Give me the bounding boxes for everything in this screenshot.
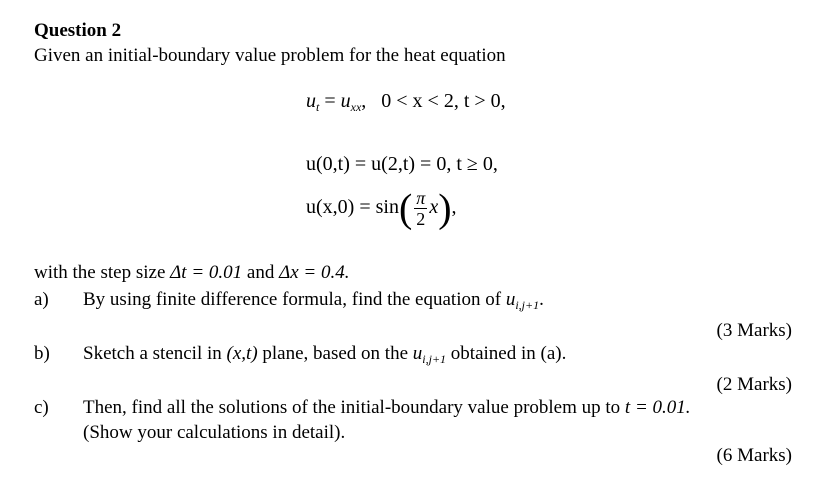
part-b-target-sub: i,j+1 [422, 352, 447, 366]
part-b-text [83, 343, 566, 367]
part-b-target: u [412, 343, 423, 364]
step-size-prefix: with the step size [34, 262, 166, 283]
part-a-marks: (3 Marks) [716, 320, 792, 341]
part-b-text-before: Sketch a stencil in [83, 343, 222, 364]
ic-variable: x [429, 196, 439, 219]
ic-end: , [451, 196, 457, 219]
ic-lhs: u(x,0) = sin [306, 196, 399, 219]
dt-value: Δt = 0.01 [170, 262, 243, 283]
part-a-suffix: . [539, 289, 544, 310]
part-b-text-after: obtained in (a). [450, 343, 567, 364]
part-a-question: By using finite difference formula, find the equation of [83, 289, 502, 310]
intro-text: Given an initial-boundary value problem for the heat equation [34, 45, 506, 66]
part-c-line1 [83, 397, 691, 419]
dx-value: Δx = 0.4. [279, 262, 350, 283]
part-c-text: Then, find all the solutions of the initial-boundary value problem up to [83, 397, 621, 418]
pi-over-two: $\frac{\pi}{2}$ [416, 188, 426, 229]
pde-equation: $u_t = u_{xx}$, 0 < x < 2, t > 0, [306, 90, 506, 114]
part-b-label: b) [34, 343, 50, 364]
part-a-label: a) [34, 289, 49, 310]
part-a-target: u [505, 289, 516, 310]
part-b-text-mid: plane, based on the [262, 343, 409, 364]
pde-domain: 0 < x < 2, t > 0, [381, 90, 506, 112]
part-c-label: c) [34, 397, 49, 418]
question-title: Question 2 [34, 20, 122, 41]
part-a-target-sub: i,j+1 [515, 298, 540, 312]
part-c-time: t = 0.01. [624, 397, 691, 418]
part-a-text [83, 289, 544, 313]
part-c-marks: (6 Marks) [716, 445, 792, 466]
step-size-and: and [246, 262, 275, 283]
part-b-plane: (x,t) [226, 343, 258, 364]
initial-condition: u(x,0) = sin( $\frac{\pi}{2}$ x), [306, 185, 457, 231]
step-size-line [34, 262, 350, 284]
part-c-line2: (Show your calculations in detail). [83, 422, 346, 443]
boundary-condition: u(0,t) = u(2,t) = 0, t ≥ 0, [306, 153, 498, 175]
part-b-marks: (2 Marks) [716, 374, 792, 395]
